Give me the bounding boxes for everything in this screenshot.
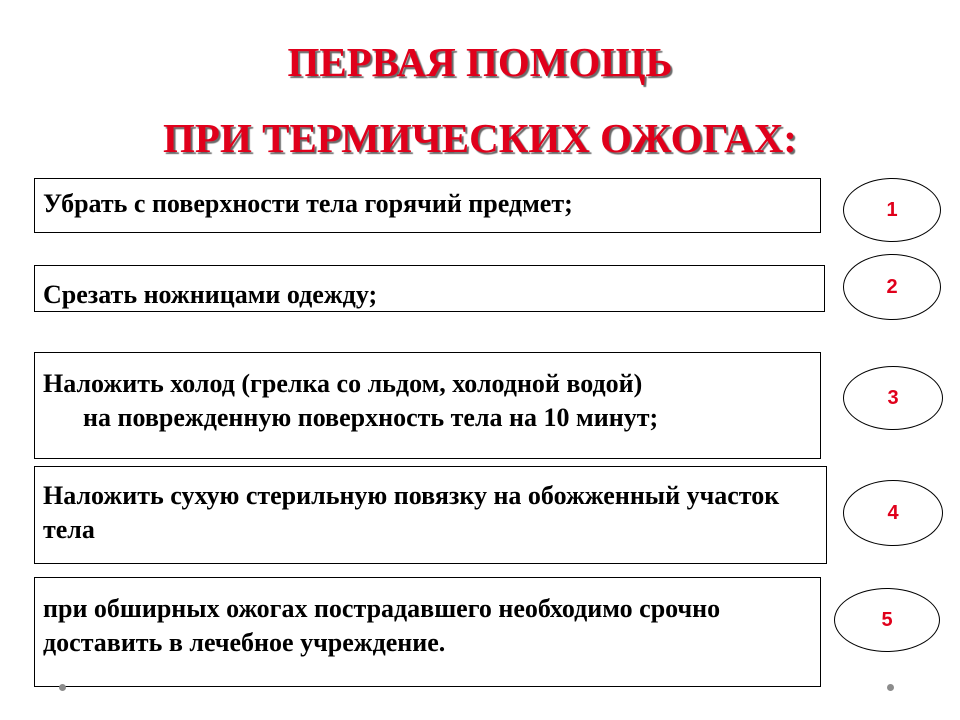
step-3-number <box>843 366 943 430</box>
step-1-box <box>34 178 821 233</box>
step-5-text: при обширных ожогах пострадавшего необходимо срочно доставить в лечебное учреждение. <box>43 594 721 657</box>
step-2-text: Срезать ножницами одежду; <box>43 280 378 309</box>
bullet-dot-right <box>887 684 894 691</box>
step-5-box <box>34 577 821 687</box>
step-3-box <box>34 352 821 459</box>
step-4-number-label: 4 <box>887 501 899 524</box>
step-5-number-label: 5 <box>881 608 893 631</box>
step-1-number-label: 1 <box>886 198 898 221</box>
step-4-number <box>843 480 943 546</box>
step-2-box <box>34 265 825 312</box>
bullet-dot-left <box>59 684 66 691</box>
step-5-number <box>834 588 940 652</box>
step-1-number <box>843 178 941 242</box>
title-line-1: ПЕРВАЯ ПОМОЩЬ <box>287 39 673 85</box>
title-line-2: ПРИ ТЕРМИЧЕСКИХ ОЖОГАХ: <box>163 115 797 161</box>
step-1-text: Убрать с поверхности тела горячий предмет; <box>43 189 573 218</box>
step-2-number <box>843 254 941 320</box>
step-3-text-line-2: на поврежденную поверхность тела на 10 минут; <box>83 403 659 432</box>
step-3-number-label: 3 <box>887 386 899 409</box>
step-3-text-line-1: Наложить холод (грелка со льдом, холодной водой) <box>43 369 643 398</box>
step-4-box <box>34 466 827 564</box>
step-2-number-label: 2 <box>886 275 898 298</box>
step-4-text: Наложить сухую стерильную повязку на обожженный участок тела <box>43 481 780 544</box>
